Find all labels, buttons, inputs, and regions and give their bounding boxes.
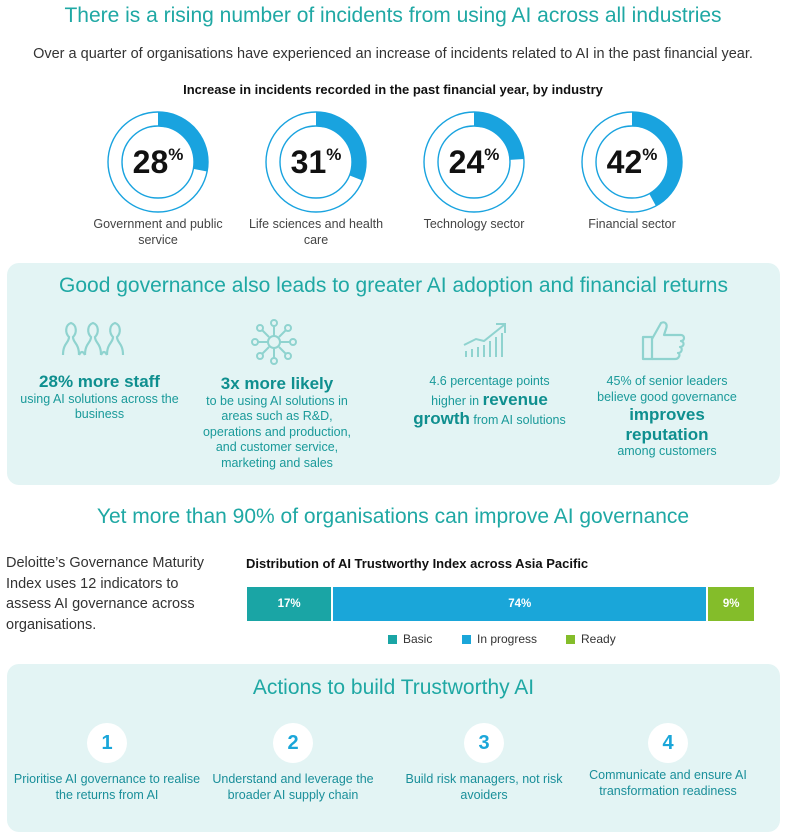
step-1-number: 1 (87, 723, 127, 763)
donut-value (580, 110, 684, 214)
stat-more-staff-text: using AI solutions across the business (20, 391, 179, 421)
people-icon (59, 319, 131, 364)
step-1-label: Prioritise AI governance to realise the returns from AI (13, 772, 201, 802)
donut-chart (264, 110, 368, 214)
donut-value-percent: % (326, 145, 342, 164)
legend-item (388, 632, 432, 646)
donut-value-percent: % (168, 145, 184, 164)
donut-label: Life sciences and health care (248, 217, 384, 247)
stat-reputation-pre: 45% of senior leaders believe good governance (597, 374, 737, 404)
step-3-label: Build risk managers, not risk avoiders (405, 772, 563, 802)
donut-value-number: 24 (448, 143, 485, 180)
legend-item (566, 632, 616, 646)
network-icon (251, 319, 297, 370)
stat-more-likely (192, 374, 362, 471)
donut-label: Government and public service (93, 217, 223, 247)
step-4-number: 4 (648, 723, 688, 763)
growth-chart-icon (462, 321, 510, 366)
donut-value (264, 110, 368, 214)
improve-governance-title: Yet more than 90% of organisations can improve AI governance (96, 505, 690, 528)
step-3-number: 3 (464, 723, 504, 763)
incidents-subtitle: Over a quarter of organisations have experienced an increase of incidents related to AI in the past financial year. (33, 46, 753, 62)
stat-revenue-growth-pre: 4.6 percentage points higher in (429, 374, 550, 408)
incidents-section-title: There is a rising number of incidents from using AI across all industries (64, 4, 722, 27)
maturity-index-text: Deloitte’s Governance Maturity Index uses 12 indicators to assess AI governance across organisations. (6, 555, 204, 633)
stat-reputation-bold: improves reputation (625, 405, 709, 444)
step-2-number: 2 (273, 723, 313, 763)
donut-label: Financial sector (588, 217, 676, 231)
legend-item (462, 632, 537, 646)
donut-chart (580, 110, 684, 214)
actions-title: Actions to build Trustworthy AI (252, 676, 535, 699)
bar-segment-in-progress: 74% (333, 587, 706, 621)
donut-value-number: 31 (290, 143, 327, 180)
donut-label: Technology sector (423, 217, 525, 231)
governance-benefits-title: Good governance also leads to greater AI adoption and financial returns (59, 274, 728, 297)
donut-chart (106, 110, 210, 214)
legend-label: Basic (403, 632, 433, 646)
legend-label: Ready (581, 632, 616, 646)
stat-reputation-post: among customers (617, 444, 717, 458)
stat-more-likely-text: to be using AI solutions in areas such as R&D, operations and production, and customer service, marketing and sales (202, 393, 352, 470)
stat-revenue-growth-post: from AI solutions (473, 413, 566, 427)
donut-value (422, 110, 526, 214)
governance-benefits-panel (7, 263, 780, 485)
donut-value-percent: % (642, 145, 658, 164)
incidents-chart-title: Increase in incidents recorded in the past financial year, by industry (183, 82, 603, 97)
legend-swatch (566, 635, 575, 644)
stat-revenue-growth (412, 374, 567, 429)
bar-segment-basic: 17% (247, 587, 331, 621)
stat-more-likely-bold: 3x more likely (220, 374, 334, 393)
thumbs-up-icon (641, 319, 687, 368)
trustworthy-index-chart-title: Distribution of AI Trustworthy Index across Asia Pacific (246, 556, 589, 571)
stat-reputation (592, 374, 742, 460)
legend-swatch (388, 635, 397, 644)
donut-chart (422, 110, 526, 214)
stat-more-staff (17, 372, 182, 423)
step-4-label: Communicate and ensure AI transformation readiness (589, 768, 747, 798)
step-2-label: Understand and leverage the broader AI supply chain (212, 772, 374, 802)
donut-value-number: 42 (606, 143, 643, 180)
bar-segment-ready: 9% (708, 587, 754, 621)
donut-value (106, 110, 210, 214)
stat-more-staff-bold: 28% more staff (39, 372, 160, 391)
stat-revenue-growth-bold: revenue growth (413, 389, 548, 428)
donut-value-percent: % (484, 145, 500, 164)
donut-value-number: 28 (132, 143, 169, 180)
legend-label: In progress (477, 632, 538, 646)
legend-swatch (462, 635, 471, 644)
